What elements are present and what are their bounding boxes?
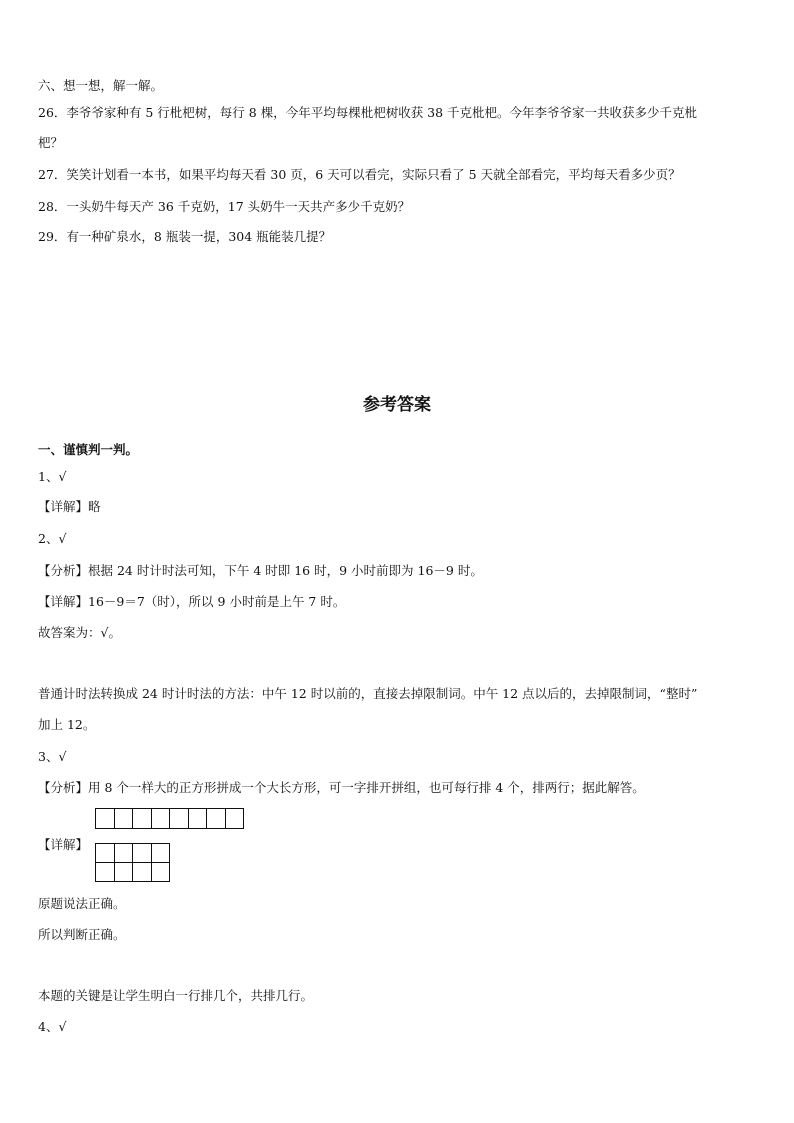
answer-2-conclusion: 故答案为：√。 <box>38 625 121 640</box>
section-heading-one: 一、谨慎判一判。 <box>38 442 139 457</box>
square-cell <box>115 809 134 829</box>
answer-3-conclusion-1: 原题说法正确。 <box>38 896 126 911</box>
answer-2: 2、√ <box>38 531 67 546</box>
square-cell <box>152 809 171 829</box>
answer-3-conclusion-2: 所以判断正确。 <box>38 927 126 942</box>
one-row-rectangle-figure <box>95 808 244 829</box>
square-cell <box>96 844 115 863</box>
question-28: 28．一头奶牛每天产 36 千克奶，17 头奶牛一天共产多少千克奶？ <box>38 199 411 214</box>
answer-2-detail: 【详解】16－9＝7（时），所以 9 小时前是上午 7 时。 <box>38 594 346 609</box>
answer-3-detail-label: 【详解】 <box>38 837 89 852</box>
question-27: 27．笑笑计划看一本书，如果平均每天看 30 页，6 天可以看完，实际只看了 5 天就全部看完，平均每天看多少页？ <box>38 167 681 182</box>
square-cell <box>115 863 134 882</box>
answer-title: 参考答案 <box>363 395 431 415</box>
square-cell <box>152 844 171 863</box>
answer-3-note: 本题的关键是让学生明白一行排几个，共排几行。 <box>38 988 314 1003</box>
answer-1-detail: 【详解】略 <box>38 499 101 514</box>
section-heading-six: 六、想一想，解一解。 <box>38 78 164 93</box>
square-cell <box>96 809 115 829</box>
answer-4: 4、√ <box>38 1019 67 1034</box>
question-29: 29．有一种矿泉水，8 瓶装一提，304 瓶能装几提？ <box>38 229 332 244</box>
answer-1: 1、√ <box>38 469 67 484</box>
square-cell <box>207 809 226 829</box>
square-cell <box>115 844 134 863</box>
question-26-line-2: 杷？ <box>38 135 64 150</box>
answer-2-note-line-2: 加上 12。 <box>38 717 96 732</box>
answer-3-analysis: 【分析】用 8 个一样大的正方形拼成一个大长方形，可一字排开拼组，也可每行排 4 个，排两行；据此解答。 <box>38 780 645 795</box>
two-row-rectangle-figure <box>95 843 170 882</box>
square-cell <box>226 809 245 829</box>
answer-2-analysis: 【分析】根据 24 时计时法可知，下午 4 时即 16 时，9 小时前即为 16－9 时。 <box>38 563 483 578</box>
answer-2-note-line-1: 普通计时法转换成 24 时计时法的方法：中午 12 时以前的，直接去掉限制词。中午 12 点以后的，去掉限制词，“整时” <box>38 686 698 701</box>
square-cell <box>170 809 189 829</box>
square-cell <box>189 809 208 829</box>
square-cell <box>96 863 115 882</box>
square-cell <box>152 863 171 882</box>
answer-3: 3、√ <box>38 749 67 764</box>
square-cell <box>133 809 152 829</box>
question-26-line-1: 26．李爷爷家种有 5 行枇杷树，每行 8 棵，今年平均每棵枇杷树收获 38 千克枇杷。今年李爷爷家一共收获多少千克枇 <box>38 105 698 120</box>
square-cell <box>133 863 152 882</box>
square-cell <box>133 844 152 863</box>
